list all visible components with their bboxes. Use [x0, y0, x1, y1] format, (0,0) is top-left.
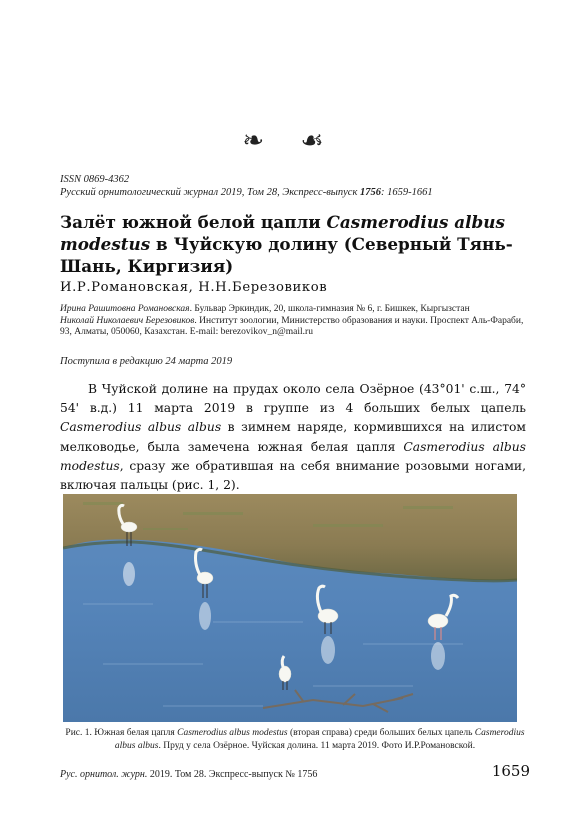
article-title: Залёт южной белой цапли Casmerodius albus modestus в Чуйскую долину (Северный Тянь-Шань, Киргизия): [60, 212, 513, 276]
figure-photo: [63, 494, 517, 722]
affiliation-2: Николай Николаевич Березовиков. Институт зоологии, Министерство образования и науки. Проспект Аль-Фараби, 93, Алматы, 050060, Казахстан. E-mail: berezovikov_n@mail.ru: [60, 315, 524, 337]
ornament-divider: ❧ ☙: [242, 126, 338, 156]
egrets-photo: [63, 494, 517, 722]
body-paragraph: В Чуйской долине на прудах около села Озёрное (43°01' с.ш., 74° 54' в.д.) 11 марта 2019 в группе из 4 больших белых цапель Casmerodius albus albus в зимнем наряде, кормившихся на илистом мелководье, была замечена южная белая цапля Casmerodius albus modestus, сразу же обратившая на себя внимание розовыми ногами, включая пальцы (рис. 1, 2).: [60, 382, 526, 493]
title-species: Casmerodius albus modestus: [60, 212, 505, 254]
affiliation-1: Ирина Рашитовна Романовская. Бульвар Эркиндик, 20, школа-гимназия № 6, г. Бишкек, Кыргызстан: [60, 304, 470, 314]
issn: ISSN 0869-4362: [60, 174, 130, 185]
journal-citation: Русский орнитологический журнал 2019, Том 28, Экспресс-выпуск 1756: 1659-1661: [60, 187, 433, 198]
footer-citation: Рус. орнитол. журн. 2019. Том 28. Экспресс-выпуск № 1756: [60, 769, 318, 780]
figure-caption: Рис. 1. Южная белая цапля Casmerodius albus modestus (вторая справа) среди больших белых цапель Casmerodius albus albus. Пруд у села Озёрное. Чуйская долина. 11 марта 2019. Фото И.Р.Романовской.: [65, 728, 525, 751]
affiliations: [60, 304, 530, 339]
received-date: Поступила в редакцию 24 марта 2019: [60, 356, 233, 367]
page-number: 1659: [491, 762, 530, 780]
issue-number: 1756: [360, 187, 381, 198]
authors: И.Р.Романовская, Н.Н.Березовиков: [60, 280, 328, 295]
